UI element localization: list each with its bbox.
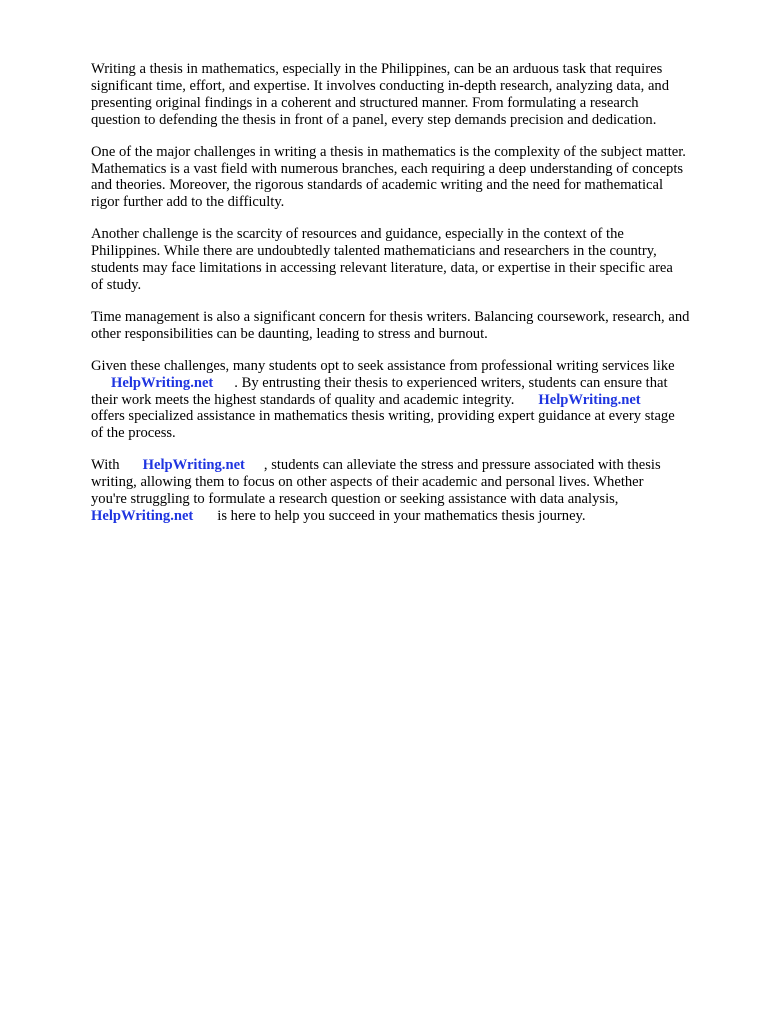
paragraph-resources — [91, 226, 731, 294]
text-line: of study. — [91, 276, 142, 293]
paragraph-time-management — [91, 309, 731, 343]
text-line: significant time, effort, and expertise. It involves conducting in-depth research, analyzing data, and — [91, 77, 670, 94]
text-line: students may face limitations in accessing relevant literature, data, or expertise in their specific area — [91, 260, 673, 277]
text-line: offers specialized assistance in mathematics thesis writing, providing expert guidance at every stage — [91, 408, 675, 425]
text-line: presenting original findings in a coherent and structured manner. From formulating a research — [91, 94, 639, 111]
text-line: other responsibilities can be daunting, leading to stress and burnout. — [91, 325, 488, 342]
helpwriting-link[interactable]: HelpWriting.net — [538, 391, 641, 408]
text-line: One of the major challenges in writing a thesis in mathematics is the complexity of the subject matter. — [91, 143, 686, 160]
text-line: rigor further add to the difficulty. — [91, 194, 285, 211]
text-fragment: , students can alleviate the stress and pressure associated with thesis — [263, 457, 661, 474]
paragraph-intro — [91, 61, 731, 129]
text-line: Philippines. While there are undoubtedly talented mathematicians and researchers in the country, — [91, 243, 657, 260]
paragraph-conclusion — [91, 457, 731, 525]
text-line: writing, allowing them to focus on other aspects of their academic and personal lives. Whether — [91, 474, 644, 491]
text-line — [91, 508, 731, 525]
helpwriting-link[interactable]: HelpWriting.net — [111, 374, 214, 391]
text-line: Writing a thesis in mathematics, especially in the Philippines, can be an arduous task that requires — [91, 61, 663, 77]
document-body — [91, 61, 731, 540]
text-line: Given these challenges, many students opt to seek assistance from professional writing services like — [91, 357, 675, 374]
paragraph-complexity — [91, 144, 731, 212]
text-line: Mathematics is a vast field with numerous branches, each requiring a deep understanding of concepts — [91, 160, 684, 177]
text-fragment: With — [91, 457, 120, 474]
text-line: question to defending the thesis in front of a panel, every step demands precision and dedication. — [91, 111, 657, 128]
helpwriting-link[interactable]: HelpWriting.net — [91, 507, 194, 524]
text-line: Another challenge is the scarcity of resources and guidance, especially in the context of the — [91, 226, 624, 243]
text-line: Time management is also a significant concern for thesis writers. Balancing coursework, research, and — [91, 308, 690, 325]
text-line: you're struggling to formulate a research question or seeking assistance with data analysis, — [91, 491, 619, 508]
text-fragment: is here to help you succeed in your mathematics thesis journey. — [217, 507, 586, 524]
helpwriting-link[interactable]: HelpWriting.net — [142, 457, 245, 474]
text-line: and theories. Moreover, the rigorous standards of academic writing and the need for mathematical — [91, 177, 664, 194]
text-line — [91, 457, 731, 474]
text-fragment: . By entrusting their thesis to experienced writers, students can ensure that — [234, 374, 668, 391]
paragraph-assistance — [91, 358, 731, 443]
text-fragment: their work meets the highest standards of quality and academic integrity. — [91, 391, 515, 408]
text-line: of the process. — [91, 425, 176, 442]
text-line — [91, 392, 731, 409]
text-line — [91, 375, 731, 392]
